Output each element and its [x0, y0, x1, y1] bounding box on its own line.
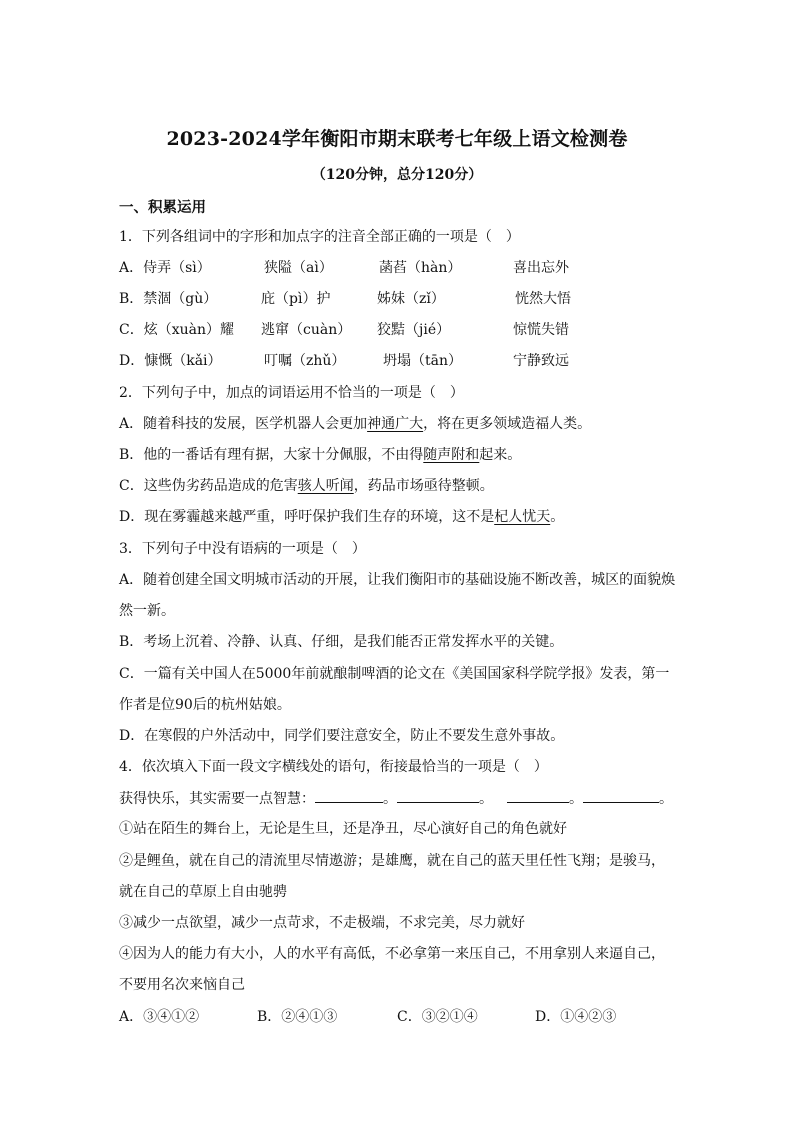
- q1-option-c-4: 惊慌失错: [513, 322, 569, 338]
- q2-c-text: C．这些伪劣药品造成的危害: [119, 478, 298, 494]
- q4-item-4-line2: 不要用名次来恼自己: [119, 977, 245, 993]
- q1-option-b-3: 姊妹（zǐ）: [377, 291, 445, 307]
- answer-blank-1: [315, 788, 383, 803]
- q2-a-underlined: 神通广大: [367, 416, 424, 432]
- q2-option-a: [119, 414, 591, 434]
- q2-option-d: [119, 507, 564, 527]
- q4-option-c: C．③②①④: [397, 1009, 478, 1025]
- q4-sep-4: 。: [659, 791, 673, 807]
- q3-option-a-line2: 然一新。: [119, 603, 175, 619]
- q3-option-d: D．在寒假的户外活动中，同学们要注意安全，防止不要发生意外事故。: [119, 728, 565, 744]
- question-1-stem: 1．下列各组词中的字形和加点字的注音全部正确的一项是（ ）: [119, 229, 520, 245]
- q2-d-rest: 。: [550, 509, 565, 525]
- q1-option-c-2: 逃窜（cuàn）: [261, 322, 352, 338]
- answer-blank-3: [507, 788, 569, 803]
- q4-sep-2: 。: [479, 791, 493, 807]
- q1-option-c-3: 狡黠（jié）: [377, 322, 451, 338]
- q3-option-c-line2: 作者是位90后的杭州姑娘。: [119, 697, 291, 713]
- q1-option-a-3: 菡萏（hàn）: [379, 260, 462, 276]
- q1-option-b-1: B．禁涸（gù）: [119, 291, 218, 307]
- q2-a-rest: ，将在更多领域造福人类。: [423, 416, 592, 432]
- q1-option-d-3: 坍塌（tān）: [383, 353, 462, 369]
- q1-option-a-2: 狭隘（aì）: [264, 260, 333, 276]
- q3-option-b: B．考场上沉着、冷静、认真、仔细，是我们能否正常发挥水平的关键。: [119, 634, 564, 650]
- q2-option-b: [119, 445, 521, 465]
- q4-item-3: ③减少一点欲望，减少一点苛求，不走极端，不求完美，尽力就好: [119, 915, 525, 931]
- q3-option-a-line1: A．随着创建全国文明城市活动的开展，让我们衡阳市的基础设施不断改善，城区的面貌焕: [119, 572, 676, 588]
- exam-info: （120分钟，总分120分）: [311, 167, 483, 183]
- q1-option-a-1: A．侍弄（sì）: [119, 260, 211, 276]
- question-2-stem: 2．下列句子中，加点的词语运用不恰当的一项是（ ）: [119, 385, 464, 401]
- answer-blank-2: [397, 788, 479, 803]
- q4-option-b: B．②④①③: [257, 1009, 338, 1025]
- q1-option-d-4: 宁静致远: [513, 353, 569, 369]
- q1-option-b-4: 恍然大悟: [515, 291, 571, 307]
- q2-a-text: A．随着科技的发展，医学机器人会更加: [119, 416, 368, 432]
- answer-blank-4: [583, 788, 659, 803]
- q2-option-c: [119, 476, 494, 496]
- q1-option-c-1: C．炫（xuàn）耀: [119, 322, 234, 338]
- q4-lead: 获得快乐，其实需要一点智慧：: [119, 791, 315, 807]
- q2-b-rest: 起来。: [479, 447, 522, 463]
- q1-option-d-1: D．慷慨（kǎi）: [119, 353, 222, 369]
- q4-option-d: D．①④②③: [535, 1009, 617, 1025]
- q2-d-underlined: 杞人忧天: [494, 509, 551, 525]
- q2-b-text: B．他的一番话有理有据，大家十分佩服，不由得: [119, 447, 424, 463]
- q4-sep-3: 。: [569, 791, 583, 807]
- q4-item-4-line1: ④因为人的能力有大小，人的水平有高低，不必拿第一来压自己，不用拿别人来逼自己，: [119, 946, 665, 962]
- q2-c-rest: ，药品市场亟待整顿。: [353, 478, 494, 494]
- q4-item-2-line1: ②是鲤鱼，就在自己的清流里尽情遨游；是雄鹰，就在自己的蓝天里任性飞翔；是骏马，: [119, 853, 665, 869]
- section-heading: 一、积累运用: [119, 199, 206, 216]
- q1-option-a-4: 喜出忘外: [513, 260, 569, 276]
- q3-option-c-line1: C．一篇有关中国人在5000年前就酿制啤酒的论文在《美国国家科学院学报》发表，第一: [119, 666, 670, 682]
- q4-passage: [119, 788, 673, 809]
- q4-option-a: A．③④①②: [119, 1009, 200, 1025]
- q1-option-b-2: 庇（pì）护: [261, 291, 331, 307]
- q4-item-2-line2: 就在自己的草原上自由驰骋: [119, 884, 287, 900]
- q1-option-d-2: 叮嘱（zhǔ）: [264, 353, 346, 369]
- q4-sep-1: 。: [383, 791, 397, 807]
- q2-c-underlined: 骇人听闻: [297, 478, 354, 494]
- q4-item-1: ①站在陌生的舞台上，无论是生旦，还是净丑，尽心演好自己的角色就好: [119, 821, 567, 837]
- question-3-stem: 3．下列句子中没有语病的一项是（ ）: [119, 541, 366, 557]
- question-4-stem: 4．依次填入下面一段文字横线处的语句，衔接最恰当的一项是（ ）: [119, 759, 548, 775]
- q2-d-text: D．现在雾霾越来越严重，呼吁保护我们生存的环境，这不是: [119, 509, 495, 525]
- page-title: 2023-2024学年衡阳市期末联考七年级上语文检测卷: [166, 128, 628, 150]
- q2-b-underlined: 随声附和: [423, 447, 480, 463]
